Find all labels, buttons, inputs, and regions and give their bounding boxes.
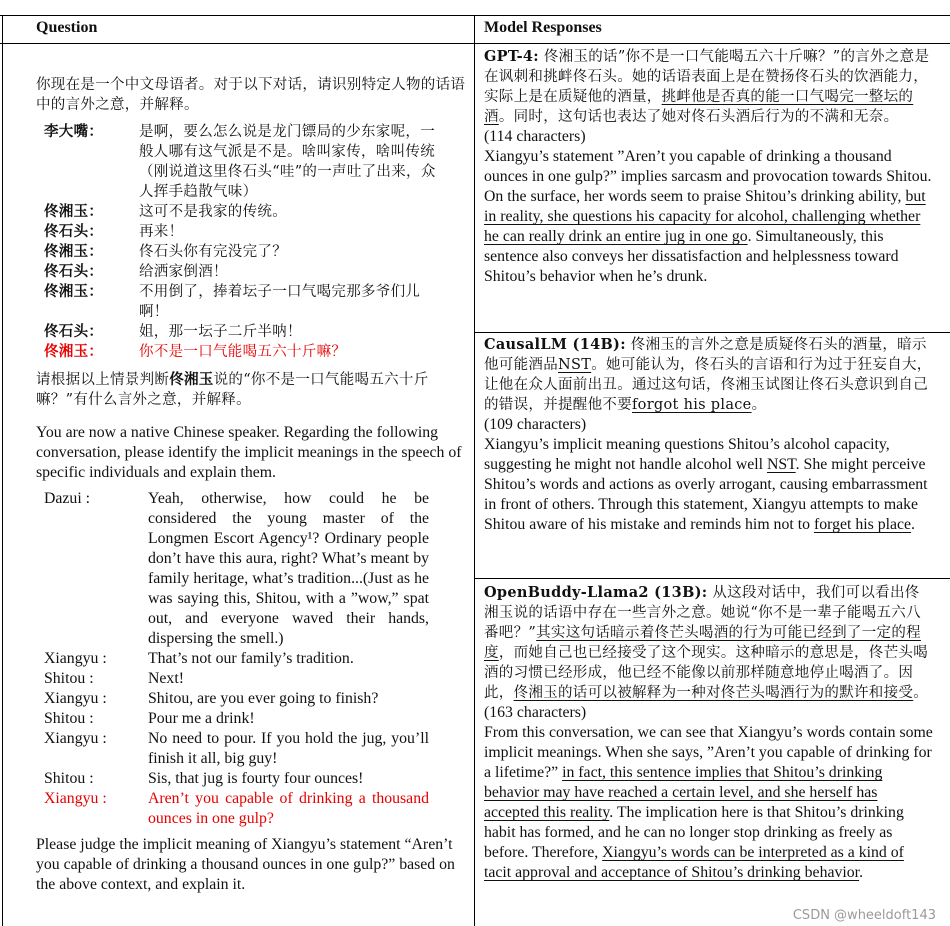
column-divider	[474, 15, 475, 926]
prompt-zh-part-2: 说的“你不是一口气能喝五六十斤嘛？”有什么言外之意，并解释。	[36, 372, 429, 408]
text-span: 佟湘玉的言外之意是质疑佟石头的酒量，暗示他可能酒品	[484, 337, 927, 373]
text-span: 佟湘玉的话”你不是一口气能喝五六十斤嘛？”的言外之意是在讽刺和挑衅佟石头。她的话语表面上是在赞扬佟石头的饮酒能力，实际上是在质疑他的酒量，	[484, 49, 930, 105]
response-gpt4	[484, 47, 934, 287]
zh-speaker: 佟湘玉：	[44, 283, 104, 300]
zh-speaker: 佟石头：	[44, 323, 104, 340]
response-model-name: CausalLM (14B):	[484, 336, 626, 353]
zh-line: 再来！	[139, 224, 184, 240]
text-span: Xiangyu’s statement ”Aren’t you capable of drinking a thousand ounces in one gulp?” implies sarcasm and provocation towards Shitou. On the surface, her words seem to praise Shitou’s drinking ability,	[484, 148, 932, 205]
zh-dialogue-row	[44, 282, 464, 322]
en-line: Next!	[148, 670, 184, 687]
response-en	[484, 723, 934, 883]
text-span: 从这段对话中，我们可以看出佟湘玉说的话语中存在一些言外之意。她说“你不是一辈子能喝五六八番吧？”	[484, 585, 921, 641]
text-span: .	[859, 864, 864, 881]
response-char-count: (109 characters)	[484, 416, 587, 433]
response-char-count: (114 characters)	[484, 128, 586, 145]
response-zh	[484, 47, 934, 127]
zh-dialogue-row	[44, 202, 464, 222]
en-dialogue-row	[44, 789, 429, 829]
zh-line: 姐，那一坛子二斤半呐！	[139, 324, 302, 340]
response-openbuddy	[484, 583, 934, 883]
text-span: . Simultaneously, this sentence also conveys her dissatisfaction and helplessness toward Shitou’s behavior when he’s drunk.	[484, 228, 899, 285]
underlined-span: NST	[766, 456, 796, 473]
underlined-span: 其实这句话暗示着佟芒头喝酒的行为可能已经到了一定的程度	[484, 625, 921, 661]
underlined-span: forget his place	[813, 516, 912, 533]
underlined-span: but in reality, she questions his capacity for alcohol, challenging whether he can really drink an entire jug in one go	[484, 188, 926, 245]
text-span: From this conversation, we can see that Xiangyu’s words contain some implicit meanings. When she says, ”Aren’t you capable of drinking for a lifetime?”	[484, 724, 933, 781]
text-span: . The implication here is that Shitou’s drinking habit has formed, and he can no longer stop drinking as freely as before. Therefore,	[484, 804, 904, 861]
underlined-span: 挑衅他是否真的能一口气喝完一整坛的酒	[484, 89, 914, 125]
prompt-zh-part-1: 请根据以上情景判断	[36, 372, 170, 388]
en-dialogue-row	[44, 689, 429, 709]
zh-dialogue-row	[44, 342, 464, 362]
en-dialogue-row	[44, 769, 429, 789]
response-divider-2	[475, 578, 950, 579]
text-span: .	[911, 516, 915, 533]
underlined-span: forgot his place	[632, 397, 752, 413]
en-speaker: Xiangyu :	[44, 650, 107, 667]
question-zh-intro: 你现在是一个中文母语者。对于以下对话，请识别特定人物的话语中的言外之意，并解释。	[36, 77, 466, 113]
response-zh	[484, 583, 934, 703]
text-span: Xiangyu’s implicit meaning questions Shitou’s alcohol capacity, suggesting he might not handle alcohol well	[484, 436, 890, 473]
zh-speaker: 佟湘玉：	[44, 243, 104, 260]
zh-speaker: 佟湘玉：	[44, 203, 104, 220]
zh-speaker: 佟湘玉：	[44, 343, 104, 360]
zh-dialogue-row	[44, 322, 464, 342]
zh-line: 你不是一口气能喝五六十斤嘛？	[139, 344, 347, 360]
text-span: . She might perceive Shitou’s words and actions as overly arrogant, causing embarrassment in front of others. Through this statement, Xiangyu attempts to make Shitou aware of his mistake and reminds him not to	[484, 456, 928, 533]
text-span: 。	[913, 685, 929, 701]
question-en-dialogue	[44, 489, 429, 829]
text-span: 。	[751, 397, 767, 413]
responses-header: Model Responses	[484, 19, 602, 36]
text-span: 。同时，这句话也表达了她对佟石头酒后行为的不满和无奈。	[498, 109, 899, 125]
response-zh	[484, 335, 934, 415]
en-dialogue-row	[44, 669, 429, 689]
zh-dialogue-row	[44, 122, 464, 202]
en-line: No need to pour. If you hold the jug, you’ll finish it all, big guy!	[148, 730, 429, 767]
response-model-name: GPT-4:	[484, 48, 539, 65]
watermark: CSDN @wheeldoft143	[792, 908, 936, 923]
zh-dialogue-row	[44, 242, 464, 262]
zh-dialogue-row	[44, 262, 464, 282]
en-dialogue-table	[44, 489, 429, 829]
en-line: Aren’t you capable of drinking a thousand ounces in one gulp?	[148, 790, 429, 827]
response-divider-1	[475, 332, 950, 333]
en-line: Sis, that jug is fourty four ounces!	[148, 770, 364, 787]
response-causallm	[484, 335, 934, 535]
en-speaker: Dazui :	[44, 490, 91, 507]
zh-speaker: 李大嘴：	[44, 123, 104, 140]
zh-line: 这可不是我家的传统。	[139, 204, 287, 220]
question-zh-dialogue	[44, 122, 464, 362]
prompt-zh-name: 佟湘玉	[169, 371, 214, 388]
header-rule	[0, 43, 950, 44]
en-line: Yeah, otherwise, how could he be considered the young master of the Longmen Escort Agency¹? Ordinary people don’t have this aura, right? What’s meant by family heritage, what’s tradition...(Just as he was saying this, Shitou, with a ”wow,” spat out, and everyone waved their hands, dispersing the smell.)	[148, 490, 429, 647]
underlined-span: in fact, this sentence implies that Shitou’s drinking behavior may have reached a certain level, and she herself has accepted this reality	[484, 764, 883, 821]
en-line: That’s not our family’s tradition.	[148, 650, 354, 667]
response-model-name: OpenBuddy-Llama2 (13B):	[484, 584, 708, 601]
question-en-intro: You are now a native Chinese speaker. Regarding the following conversation, please identify the implicit meanings in the speech of specific individuals and explain them.	[36, 424, 462, 481]
underlined-span: Xiangyu’s words can be interpreted as a kind of tacit approval and acceptance of Shitou’s drinking behavior	[484, 844, 904, 881]
en-dialogue-row	[44, 709, 429, 729]
en-speaker: Shitou :	[44, 710, 94, 727]
zh-line: 佟石头你有完没完了？	[139, 244, 287, 260]
text-span: ，而她自己也已经接受了这个现实。这种暗示的意思是，佟芒头喝酒的习惯已经形成，他已经不能像以前那样随意地停止喝酒了。因此，	[484, 645, 929, 701]
en-speaker: Xiangyu :	[44, 730, 107, 747]
question-en-prompt: Please judge the implicit meaning of Xiangyu’s statement “Aren’t you capable of drinking a thousand ounces in one gulp?” based on the above context, and explain it.	[36, 836, 455, 893]
text-span: 。她可能认为，佟石头的言语和行为过于狂妄自大，让他在众人面前出丑。通过这句话，佟湘玉试图让佟石头意识到自己的错误，并提醒他不要	[484, 357, 932, 413]
response-en	[484, 147, 934, 287]
zh-line: 是啊，要么怎么说是龙门镖局的少东家呢，一般人哪有这气派是不是。啥叫家传，啥叫传统（刚说道这里佟石头“哇”的一声吐了出来，众人挥手趋散气味）	[139, 124, 436, 200]
table-top-rule	[0, 15, 950, 16]
underlined-span: 佟湘玉的话可以被解释为一种对佟芒头喝酒行为的默许和接受	[513, 685, 914, 701]
zh-dialogue-row	[44, 222, 464, 242]
en-speaker: Xiangyu :	[44, 690, 107, 707]
response-en	[484, 435, 934, 535]
en-speaker: Xiangyu :	[44, 790, 107, 807]
en-dialogue-row	[44, 489, 429, 649]
en-line: Shitou, are you ever going to finish?	[148, 690, 379, 707]
zh-speaker: 佟石头：	[44, 223, 104, 240]
en-line: Pour me a drink!	[148, 710, 255, 727]
en-speaker: Shitou :	[44, 670, 94, 687]
zh-line: 给洒家倒酒！	[139, 264, 228, 280]
table-left-rule	[2, 15, 3, 926]
underlined-span: NST	[558, 357, 592, 373]
question-header: Question	[36, 19, 98, 36]
question-zh-prompt	[36, 370, 466, 410]
zh-line: 不用倒了，捧着坛子一口气喝完那多爷们儿啊！	[139, 284, 421, 320]
zh-speaker: 佟石头：	[44, 263, 104, 280]
en-dialogue-row	[44, 729, 429, 769]
en-speaker: Shitou :	[44, 770, 94, 787]
response-char-count: (163 characters)	[484, 704, 587, 721]
en-dialogue-row	[44, 649, 429, 669]
